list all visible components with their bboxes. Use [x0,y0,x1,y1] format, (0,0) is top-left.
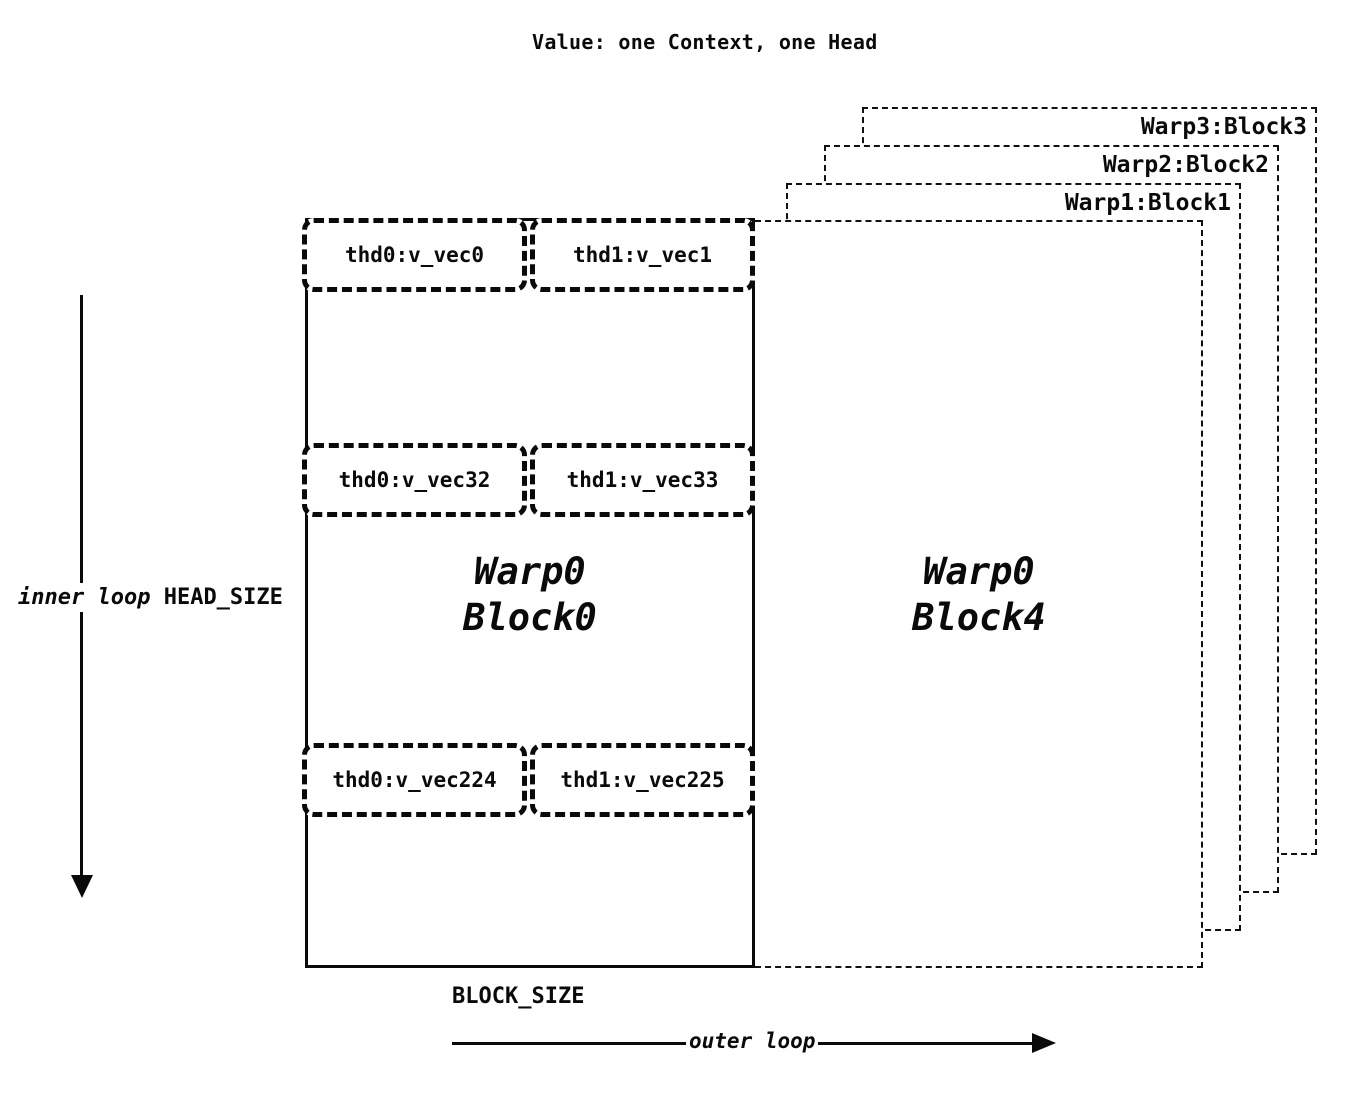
vec-cell-label: thd1:v_vec33 [566,468,719,492]
outer-loop-arrowhead-icon [1032,1033,1056,1053]
head-size-label: HEAD_SIZE [163,585,283,610]
warp0-block4-label-line1: Warp0 [923,550,1035,593]
warp2-block2-label: Warp2:Block2 [1102,152,1269,178]
inner-loop-axis-label [14,583,287,612]
warp0-block0-label-line2: Block0 [463,596,597,639]
warp0-block0-label [380,549,680,641]
warp0-block4-label [829,549,1129,641]
vec-cell-label: thd0:v_vec0 [344,243,485,267]
warp3-block3-label: Warp3:Block3 [1140,114,1307,140]
vec-cell-label: thd0:v_vec224 [332,768,497,792]
vec-cell-thd0-v_vec0 [302,218,527,292]
vec-cell-label: thd1:v_vec1 [572,243,713,267]
vec-cell-thd1-v_vec225 [530,743,755,817]
inner-loop-arrowhead-icon [71,875,93,898]
inner-loop-label: inner loop [18,585,151,610]
vec-cell-label: thd0:v_vec32 [338,468,491,492]
vec-cell-label: thd1:v_vec225 [560,768,725,792]
warp1-block1-label: Warp1:Block1 [1064,190,1231,216]
vec-cell-thd1-v_vec1 [530,218,755,292]
block-size-label: BLOCK_SIZE [452,984,585,1009]
vec-cell-thd0-v_vec32 [302,443,527,517]
warp0-block4-label-line2: Block4 [912,596,1046,639]
vec-cell-thd1-v_vec33 [530,443,755,517]
diagram-title: Value: one Context, one Head [532,30,878,54]
vec-cell-thd0-v_vec224 [302,743,527,817]
warp0-block0-label-line1: Warp0 [474,550,586,593]
outer-loop-label: outer loop [686,1029,818,1053]
